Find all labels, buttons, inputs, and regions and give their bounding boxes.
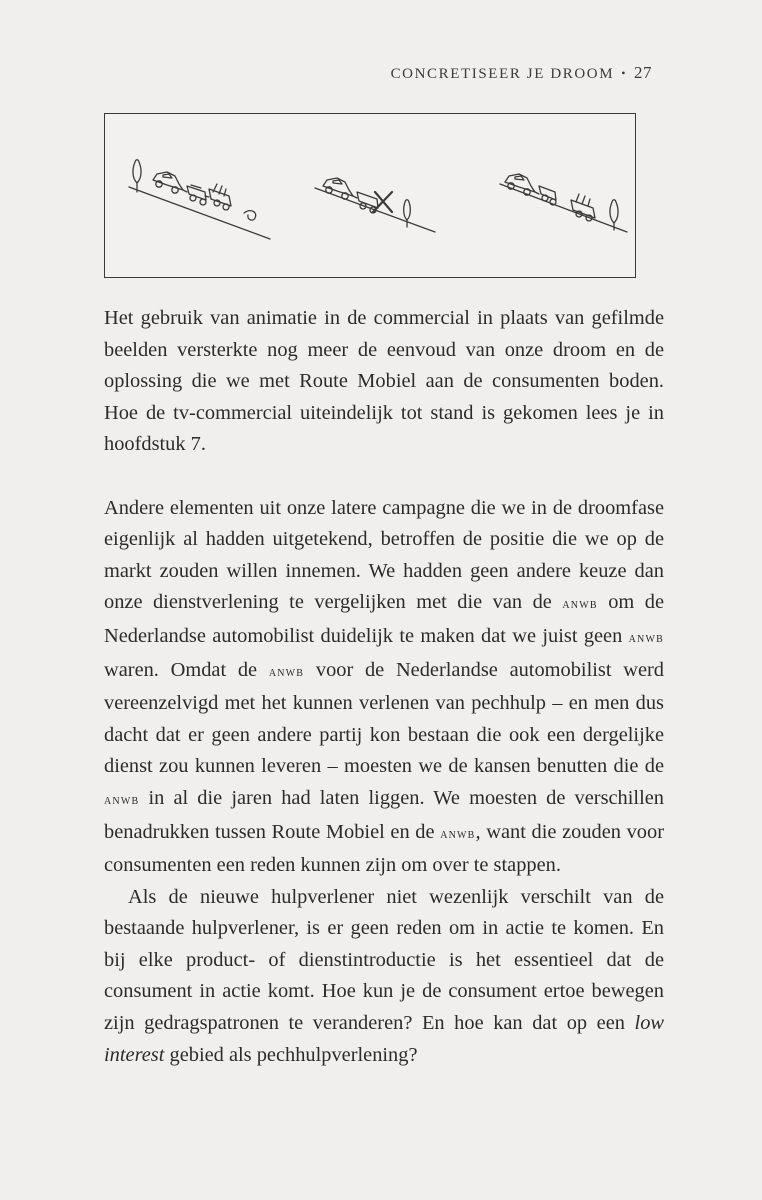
- anwb-abbr: anwb: [104, 792, 140, 808]
- anwb-abbr: anwb: [562, 597, 598, 613]
- header-separator: •: [621, 66, 627, 80]
- tow-truck-illustration: [105, 114, 637, 279]
- italic-term: low interest: [104, 1012, 664, 1066]
- panel-2-tow-truck-crossed-caravan: [315, 178, 435, 232]
- illustration-figure: [104, 113, 636, 278]
- panel-1-tow-truck-with-caravan: [129, 160, 270, 239]
- paragraph-2: Andere elementen uit onze latere campagne die we in de droomfase eigenlijk al hadden uitgetekend, betroffen de positie die we op de markt zouden willen innemen. We hadden geen andere keuze dan onze dienstverlening te vergelijken met die van de anwb om de Nederlandse automobilist duidelijk te maken dat we juist geen anwb waren. Omdat de anwb voor de Nederlandse automobilist werd vereenzelvigd met het kunnen verlenen van pechhulp – en men dus dacht dat er geen andere partij kon bestaan die ook een dergelijke dienst zou kunnen leveren – moesten we de kansen benutten die de anwb in al die jaren had laten liggen. We moesten de verschillen benadrukken tussen Route Mobiel en de anwb, want die zouden voor consumenten een reden kunnen zijn om over te stappen.: [104, 496, 664, 877]
- paragraph-1: Het gebruik van animatie in de commercial in plaats van gefilmde beelden versterkte nog meer de eenvoud van onze droom en de oplossing die we met Route Mobiel aan de consumenten boden. Hoe de tv-commercial uiteindelijk tot stand is gekomen lees je in hoofdstuk 7.: [104, 307, 664, 456]
- anwb-abbr: anwb: [628, 630, 664, 646]
- anwb-abbr: anwb: [268, 664, 305, 680]
- body-text: [104, 303, 664, 1071]
- running-head: [391, 63, 652, 83]
- running-title: CONCRETISEER JE DROOM: [390, 66, 615, 82]
- page-number: 27: [634, 63, 652, 82]
- paragraph-3: Als de nieuwe hulpverlener niet wezenlijk verschilt van de bestaande hulpverlener, is er geen reden om in actie te komen. En bij elke product- of dienstintroductie is het essentieel dat de consument in actie komt. Hoe kun je de consument ertoe bewegen zijn gedragspatronen te veranderen? En hoe kan dat op een low interest gebied als pechhulpverlening?: [104, 885, 664, 1066]
- anwb-abbr: anwb: [440, 826, 476, 842]
- panel-3-tow-truck-separate-caravan: [500, 174, 627, 232]
